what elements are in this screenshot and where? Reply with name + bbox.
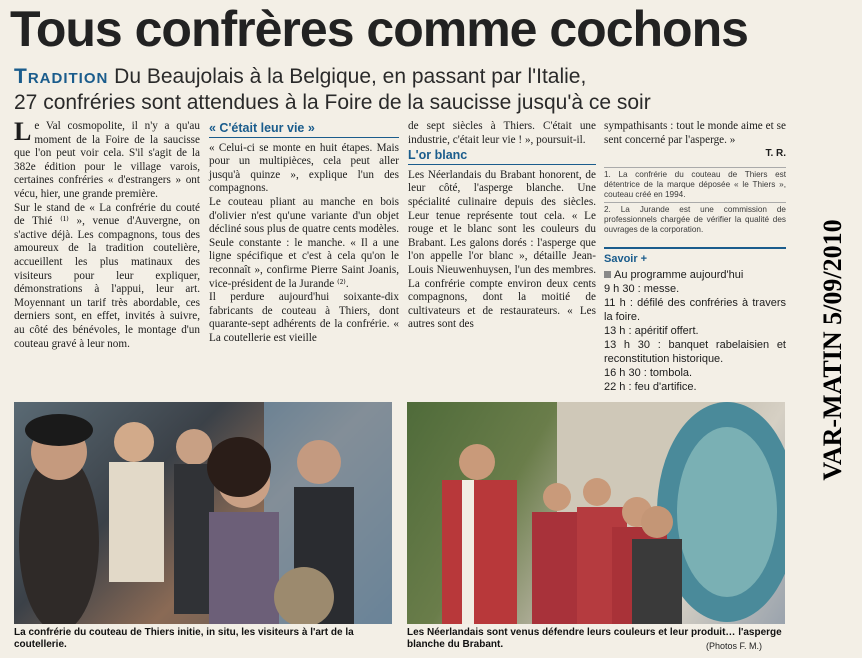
col4-paragraph-1: sympathisants : tout le monde aime et se sent concerné par l'asperge. » bbox=[604, 120, 786, 146]
col2-paragraph-3: Il perdure aujourd'hui soixante-dix fabricants de couteau à Thiers, dont quarante-sept adhérents de la confrérie. « La coutellerie est vieille bbox=[209, 291, 399, 344]
savoir-item: 13 h : apéritif offert. bbox=[604, 324, 699, 337]
photo-credit: (Photos F. M.) bbox=[706, 641, 763, 651]
photo-brabant-confrerie bbox=[407, 402, 785, 624]
col2-paragraph-1: « Celui-ci se monte en huit étapes. Mais pour un multipièces, cela peut aller jusqu'à quinze », explique l'un des compagnons. bbox=[209, 141, 399, 195]
signature: T. R. bbox=[765, 148, 786, 160]
subhead-or-blanc: L'or blanc bbox=[408, 149, 596, 165]
savoir-item: 22 h : feu d'artifice. bbox=[604, 380, 697, 393]
column-4 bbox=[604, 120, 786, 394]
deck-keyword: Tradition bbox=[14, 65, 109, 88]
headline: Tous confrères comme cochons bbox=[10, 1, 748, 57]
dropcap: L bbox=[14, 117, 32, 146]
savoir-plus-title: Savoir + bbox=[604, 252, 648, 265]
column-1 bbox=[14, 117, 200, 351]
col3-paragraph-1: de sept siècles à Thiers. C'était une industrie, c'était leur vie ! », poursuit-il. bbox=[408, 120, 596, 146]
photo-brabant-illustration bbox=[407, 402, 785, 624]
savoir-item: Au programme aujourd'hui bbox=[604, 268, 786, 282]
source-stamp bbox=[808, 170, 858, 530]
savoir-item: 9 h 30 : messe. bbox=[604, 282, 680, 295]
footnote-2: 2. La Jurande est une commission de professionnels chargée de vérifier la qualité des ouvrages de la corporation. bbox=[604, 202, 786, 235]
source-stamp-text: VAR-MATIN 5/09/2010 bbox=[818, 219, 847, 481]
deck-line2: 27 confréries sont attendues à la Foire de la saucisse jusqu'à ce soir bbox=[14, 91, 651, 114]
caption-right: Les Néerlandais sont venus défendre leurs couleurs et leur produit… l'asperge blanche du Brabant. bbox=[407, 627, 782, 650]
col1-paragraph-2: Sur le stand de « La confrérie du couté de Thié ⁽¹⁾ », venue d'Auvergne, on s'active déjà. Les compagnons, tous des amoureux de la tradition coutelière, accueillent les plus matinaux des visiteurs pour leur expliquer, démonstrations à l'appui, leur art. Moyennant un tarif très abordable, ces derniers sont, en effet, invités à suivre, au côté des bénévoles, le montage d'un couteau gravé à leur nom. bbox=[14, 201, 200, 350]
deck-line1: Du Beaujolais à la Belgique, en passant par l'Italie, bbox=[114, 65, 587, 88]
footnote-1: 1. La confrérie du couteau de Thiers est détentrice de la marque déposée « le Thiers », couteau créé en 1994. bbox=[604, 167, 786, 200]
savoir-item: 13 h 30 : banquet rabelaisien et reconstitution historique. bbox=[604, 338, 786, 365]
subhead-cetait-leur-vie: « C'était leur vie » bbox=[209, 122, 399, 138]
savoir-item: 11 h : défilé des confréries à travers la foire. bbox=[604, 296, 786, 323]
footnotes bbox=[604, 167, 786, 235]
column-3 bbox=[408, 120, 596, 332]
column-2 bbox=[209, 120, 399, 346]
photo-knife-makers bbox=[14, 402, 392, 624]
col2-paragraph-2: Le couteau pliant au manche en bois d'olivier n'est qu'une variante d'un objet décliné sous plus de quatre cents modèles. Seule constante : le manche. « Il a une ligne spécifique et c'est à cela qu'on le reconnaît », confirme Pierre Saint Joanis, vice-président de la Jurande ⁽²⁾. bbox=[209, 195, 399, 290]
col3-paragraph-2: Les Néerlandais du Brabant honorent, de leur côté, l'asperge blanche. Une spécialité culinaire depuis des siècles. Leur tenue représente tout cela. « Le rouge et le blanc sont les couleurs du Brabant. Les galons dorés : l'asperge que l'on appelle l'or blanc », détaille Jean-Louis Nieuwenhuysen, l'un des membres. La confrérie compte environ deux cents compagnons, dont la moitié de cultivateurs et de restaurateurs. « Les autres sont des bbox=[408, 168, 596, 331]
photo-knife-makers-illustration bbox=[14, 402, 392, 624]
savoir-plus-box bbox=[604, 247, 786, 394]
square-bullet-icon bbox=[604, 271, 611, 278]
savoir-item: 16 h 30 : tombola. bbox=[604, 366, 693, 379]
deck bbox=[14, 64, 804, 116]
col1-paragraph-1: e Val cosmopolite, il n'y a qu'au moment de la Foire de la saucisse que l'on peut voir cela. S'il s'agit de la 382e édition pour le village varois, certaines confréries « d'estrangers » ont vécu, hier, une grande première. bbox=[14, 120, 200, 200]
caption-left: La confrérie du couteau de Thiers initie, in situ, les visiteurs à l'art de la coutellerie. bbox=[14, 627, 354, 650]
